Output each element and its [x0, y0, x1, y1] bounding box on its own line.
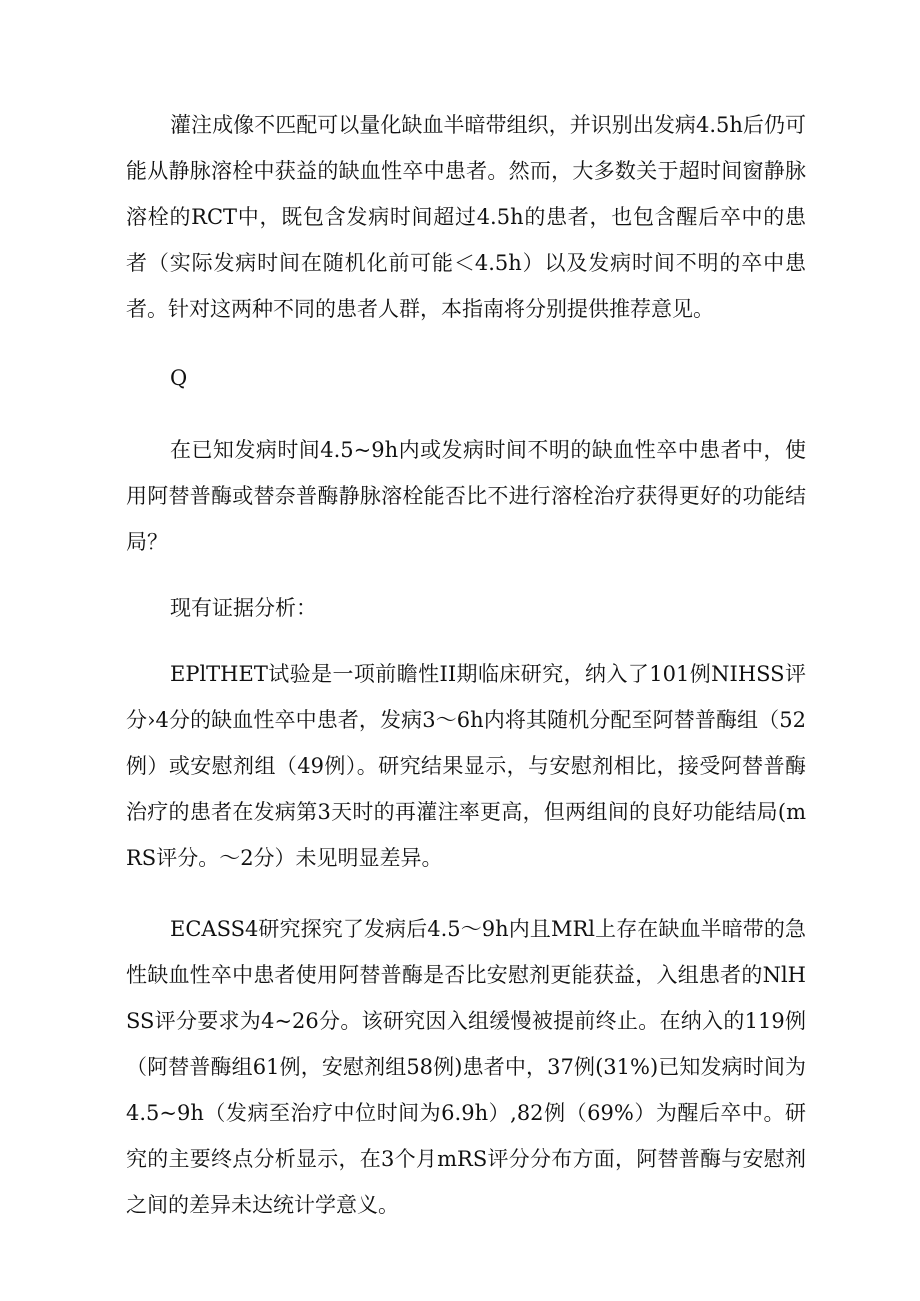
- paragraph-epithet-trial: EPlTHET试验是一项前瞻性II期临床研究，纳入了101例NIHSS评分›4分的缺血性卒中患者，发病3～6h内将其随机分配至阿替普酶组（52例）或安慰剂组（49例）。研究结果显示，与安慰剂相比，接受阿替普酶治疗的患者在发病第3天时的再灌注率更高，但两组间的良好功能结局(mRS评分。～2分）未见明显差异。: [126, 662, 806, 870]
- paragraph-question-marker: Q: [170, 366, 188, 390]
- paragraph-ecass4-trial: ECASS4研究探究了发病后4.5～9h内且MRl上存在缺血半暗带的急性缺血性卒中患者使用阿替普酶是否比安慰剂更能获益，入组患者的NlHSS评分要求为4~26分。该研究因入组缓慢被提前终止。在纳入的119例（阿替普酶组61例，安慰剂组58例)患者中，37例(31%)已知发病时间为4.5~9h（发病至治疗中位时间为6.9h）,82例（69%）为醒后卒中。研究的主要终点分析显示，在3个月mRS评分分布方面，阿替普酶与安慰剂之间的差异未达统计学意义。: [126, 917, 806, 1217]
- paragraph-clinical-question: 在已知发病时间4.5~9h内或发病时间不明的缺血性卒中患者中，使用阿替普酶或替奈普酶静脉溶栓能否比不进行溶栓治疗获得更好的功能结局？: [126, 438, 806, 554]
- paragraph-evidence-heading: 现有证据分析：: [170, 596, 317, 620]
- document-body: [126, 102, 806, 1228]
- paragraph-perfusion-mismatch: 灌注成像不匹配可以量化缺血半暗带组织，并识别出发病4.5h后仍可能从静脉溶栓中获益的缺血性卒中患者。然而，大多数关于超时间窗静脉溶栓的RCT中，既包含发病时间超过4.5h的患者，也包含醒后卒中的患者（实际发病时间在随机化前可能＜4.5h）以及发病时间不明的卒中患者。针对这两种不同的患者人群，本指南将分别提供推荐意见。: [126, 113, 806, 321]
